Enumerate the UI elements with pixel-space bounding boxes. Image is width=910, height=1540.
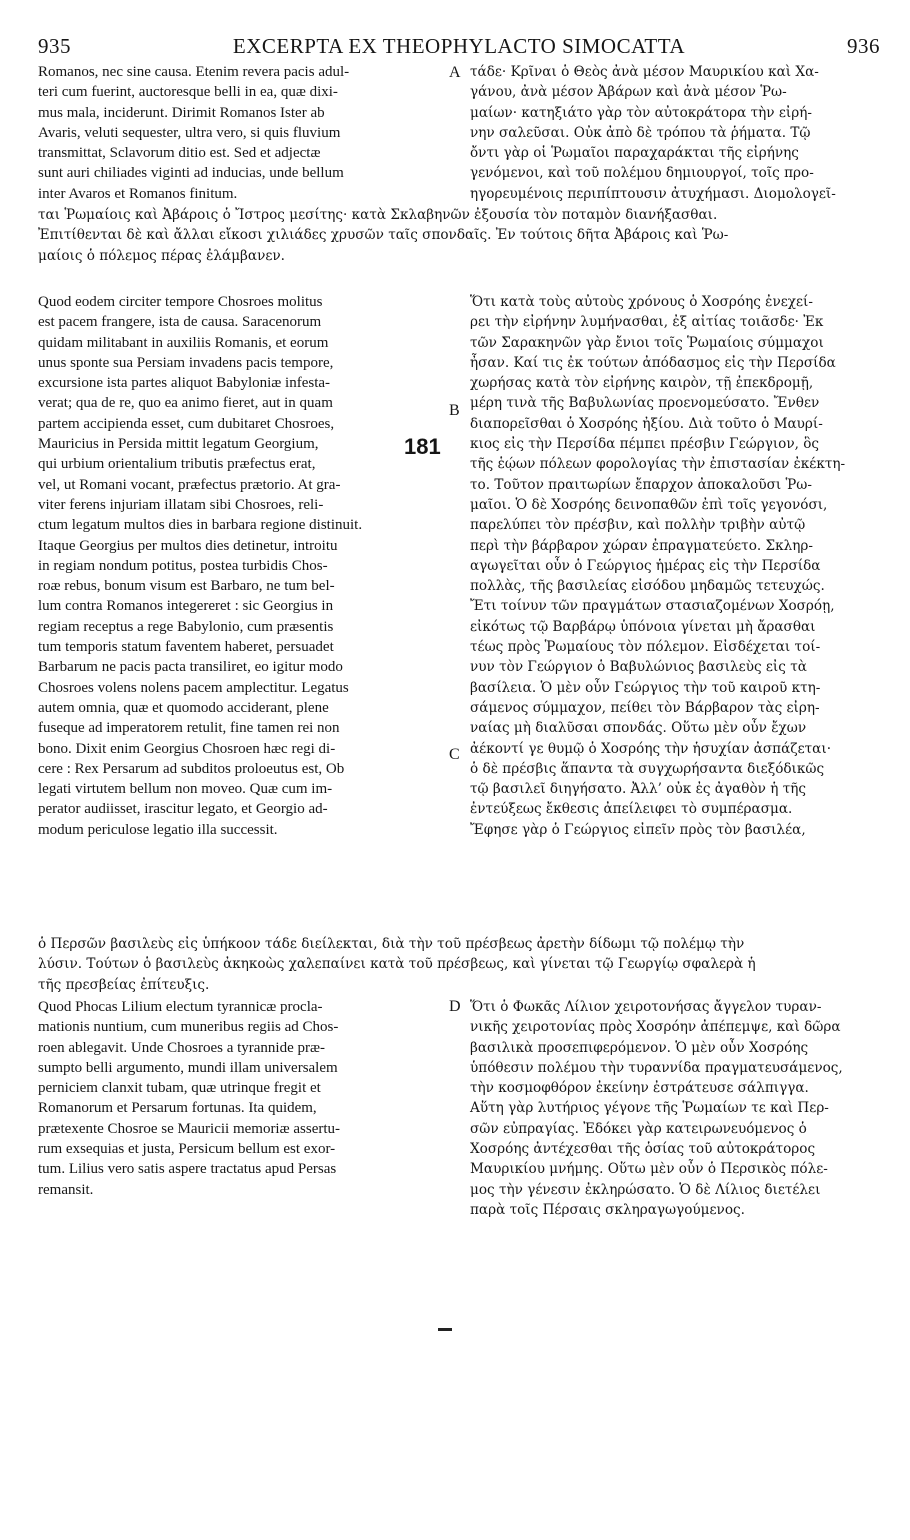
running-header bbox=[38, 34, 880, 64]
latin-column-section-3: Quod Phocas Lilium electum tyrannicæ procla- mationis nuntium, cum muneribus regiis ad Chos- roen ablegavit. Unde Chosroes a tyrannide præ- sumpto belli argumento, mundi illam universalem perniciem clanxit tubam, quæ utrinque fregit et Romanorum et Persarum fortunas. Ita quidem, prætexente Chosroe se Mauricii memoriæ assertu- rum exsequias et justa, Persicum bellum est exor- tum. Lilius vero satis aspere tractatus apud Persas remansit. bbox=[38, 999, 341, 1198]
end-dash bbox=[438, 1328, 452, 1331]
greek-fullwidth-section-2: ὁ Περσῶν βασιλεὺς εἰς ὑπήκοον τάδε διείλεκται, διὰ τὴν τοῦ πρέσβεως ἀρετὴν δίδωμι τῷ πολέμῳ τὴν λύσιν. Τούτων ὁ βασιλεὺς ἀκηκοὼς χαλεπαίνει κατὰ τοῦ πρέσβεως, καὶ γίνεται τῷ Γεωργίῳ σφαλερὰ ἡ τῆς πρεσβείας ἐπίτευξις. bbox=[38, 936, 756, 993]
latin-column-section-1: Romanos, nec sine causa. Etenim revera pacis adul- teri cum fuerint, auctoresque belli in ea, quæ dixi- mus mala, inciderunt. Dirimit Romanos Ister ab Avaris, veluti sequester, ultra vero, si quis fluvium transmittat, Sclavorum ditio est. Sed et adjectæ sunt auri chiliades viginti ad inducias, unde bellum inter Avaros et Romanos finitum. bbox=[38, 64, 350, 202]
latin-column-section-2: Quod eodem circiter tempore Chosroes molitus est pacem frangere, ista de causa. Saracenorum quidam militabant in auxiliis Romanis, et eorum unus sponte sua Persiam invadens pacis tempore, excursione ista partes aliquot Babyloniæ infesta- verat; qua de re, quo ea animo fieret, aut in quam partem accipienda esset, cum dubitaret Chosroes, Mauricius in Persida mittit legatum Georgium, qui urbium orientalium tributis præfectus erat, vel, ut Romani vocant, præfectus prætorio. At gra- viter ferens injuriam illatam sibi Chosroes, reli- ctum legatum multos dies in barbara regione distinuit. Itaque Georgius per multos dies detinetur, introitu in regiam nondum potitus, postea turbidis Chos- roæ rebus, bonum visum est Barbaro, ne tum bel- lum contra Romanos integereret : sic Georgius in regiam receptus a rege Babylonio, cum præsentis tum temporis statum faventem haberet, persuadet Barbarum ne pacis pacta transiliret, eo igitur modo Chosroes volens nolens pacem amplectitur. Legatus autem omnia, quæ et quomodo acciderant, plene fuseque ad imperatorem retulit, fine tamen rei non bono. Dixit enim Georgius Chosroen hæc regi di- cere : Rex Persarum ad subditos proloeutus est, Ob legati virtutem bellum non moveo. Quæ cum im- perator audiisset, irascitur legato, et Georgio ad- modum periculose legatio illa successit. bbox=[38, 294, 363, 838]
margin-page-number: 181 bbox=[404, 434, 441, 459]
marginal-marker-c: C bbox=[449, 746, 460, 763]
greek-column-section-1: τάδε· Κρῖναι ὁ Θεὸς ἀνὰ μέσον Μαυρικίου καὶ Χα- γάνου, ἀνὰ μέσον Ἀβάρων καὶ ἀνὰ μέσον Ῥω- μαίων· κατηξιάτο γὰρ τὸν αὐτοκράτορα τὴν εἰρή- νην σαλεῦσαι. Οὐκ ἀπὸ δὲ τρόπου τὰ ῥήματα. Τῷ ὄντι γὰρ οἱ Ῥωμαῖοι παραχαράκται τῆς εἰρήνης γενόμενοι, καὶ τοῦ πολέμου δημιουργοί, τοῖς προ- ηγορευμένοις περιπίπτουσιν ἀτυχήμασι. Διομολογεῖ- bbox=[470, 64, 836, 202]
left-page-number: 935 bbox=[38, 34, 71, 58]
greek-fullwidth-section-1: ται Ῥωμαίοις καὶ Ἀβάροις ὁ Ἴστρος μεσίτης· κατὰ Σκλαβηνῶν ἐξουσία τὸν ποταμὸν διανήξασθαι. Ἐπιτίθενται δὲ καὶ ἄλλαι εἴκοσι χιλιάδες χρυσῶν ταῖς σπονδαῖς. Ἐν τούτοις δῆτα Ἀβάροις καὶ Ῥω- μαίοις ὁ πόλεμος πέρας ἐλάμβανεν. bbox=[38, 207, 729, 264]
marginal-marker-a: A bbox=[449, 64, 461, 81]
running-title: EXCERPTA EX THEOPHYLACTO SIMOCATTA bbox=[232, 34, 686, 58]
right-page-number: 936 bbox=[847, 34, 880, 58]
greek-column-section-2: Ὅτι κατὰ τοὺς αὐτοὺς χρόνους ὁ Χοσρόης ἐνεχεί- ρει τὴν εἰρήνην λυμήνασθαι, ἐξ αἰτίας τοιᾶσδε· Ἐκ τῶν Σαρακηνῶν γὰρ ἔνιοι τοῖς Ῥωμαίοις σύμμαχοι ἦσαν. Καί τις ἐκ τούτων ἀπόδασμος εἰς τὴν Περσίδα χωρήσας κατὰ τὸν εἰρήνης καιρὸν, τῇ ἐπεκδρομῇ, μέρη τινὰ τῆς Βαβυλωνίας προενομεύσατο. Ἔνθεν διαπορεῖσθαι ὁ Χοσρόης ἠξίου. Διὰ τοῦτο ὁ Μαυρί- κιος εἰς τὴν Περσίδα πέμπει πρέσβιν Γεώργιον, ὃς τῆς ἑῴων πόλεων φορολογίας τὴν ἐπιστασίαν ἐκέκτη- το. Τοῦτον πραιτωρίων ἔπαρχον ἀποκαλοῦσι Ῥω- μαῖοι. Ὁ δὲ Χοσρόης δεινοπαθῶν ἐπὶ τοῖς γεγονόσι, παρελύπει τὸν πρέσβιν, καὶ πολλὴν τριβὴν αὐτῷ περὶ τὴν βάρβαρον χώραν ἐπραγματεύετο. Σκληρ- αγωγεῖται οὖν ὁ Γεώργιος ἡμέρας εἰς τὴν Περσίδα πολλὰς, τῆς βασιλείας εἰσόδου μηδαμῶς τετευχώς. Ἔτι τοίνυν τῶν πραγμάτων στασιαζομένων Χοσρόῃ, εἰκότως τῷ Βαρβάρῳ ὑπόνοια γίνεται μὴ ἄρασθαι τέως πρὸς Ῥωμαίους τὸν πόλεμον. Εἰσδέχεται τοί- νυν τὸν Γεώργιον ὁ Βαβυλώνιος βασιλεὺς εἰς τὰ βασίλεια. Ὁ μὲν οὖν Γεώργιος τὴν τοῦ καιροῦ κτη- σάμενος σύμμαχον, πείθει τὸν Βάρβαρον τὰς εἰρη- ναίας μὴ διαλῦσαι σπονδάς. Οὕτω μὲν οὖν ἔχων ἀέκοντί γε θυμῷ ὁ Χοσρόης τὴν ἡσυχίαν ἀσπάζεται· ὁ δὲ πρέσβις ἅπαντα τὰ συγχωρήσαντα διεξόδικῶς τῷ βασιλεῖ διηγήσατο. Ἀλλ’ οὐκ ἐς ἀγαθὸν ἡ τῆς ἐντεύξεως ἔκθεσις ἀπείλειφει τὸ συμπέρασμα. Ἔφησε γὰρ ὁ Γεώργιος εἰπεῖν πρὸς τὸν βασιλέα, bbox=[470, 294, 846, 838]
marginal-marker-d: D bbox=[449, 998, 461, 1015]
greek-column-section-3: Ὅτι ὁ Φωκᾶς Λίλιον χειροτονήσας ἄγγελον τυραν- νικῆς χειροτονίας πρὸς Χοσρόην ἀπέπεμψε, καὶ δῶρα βασιλικὰ προσεπιφερόμενον. Ὁ μὲν οὖν Χοσρόης ὑπόθεσιν πολέμου τὴν τυραννίδα πραγματευσάμενος, τὴν κοσμοφθόρον ἐκείνην ἐστράτευσε σάλπιγγα. Αὕτη γὰρ λυτήριος γέγονε τῆς Ῥωμαίων τε καὶ Περ- σῶν εὐπραγίας. Ἐδόκει γὰρ κατειρωνευόμενος ὁ Χοσρόης ἀντέχεσθαι τῆς ὁσίας τοῦ αὐτοκράτορος Μαυρικίου μνήμης. Οὕτω μὲν οὖν ὁ Περσικὸς πόλε- μος τὴν γένεσιν ἐκληρώσατο. Ὁ δὲ Λίλιος διετέλει παρὰ τοῖς Πέρσαις σκληραγωγούμενος. bbox=[470, 999, 843, 1218]
marginal-marker-b: B bbox=[449, 402, 460, 419]
